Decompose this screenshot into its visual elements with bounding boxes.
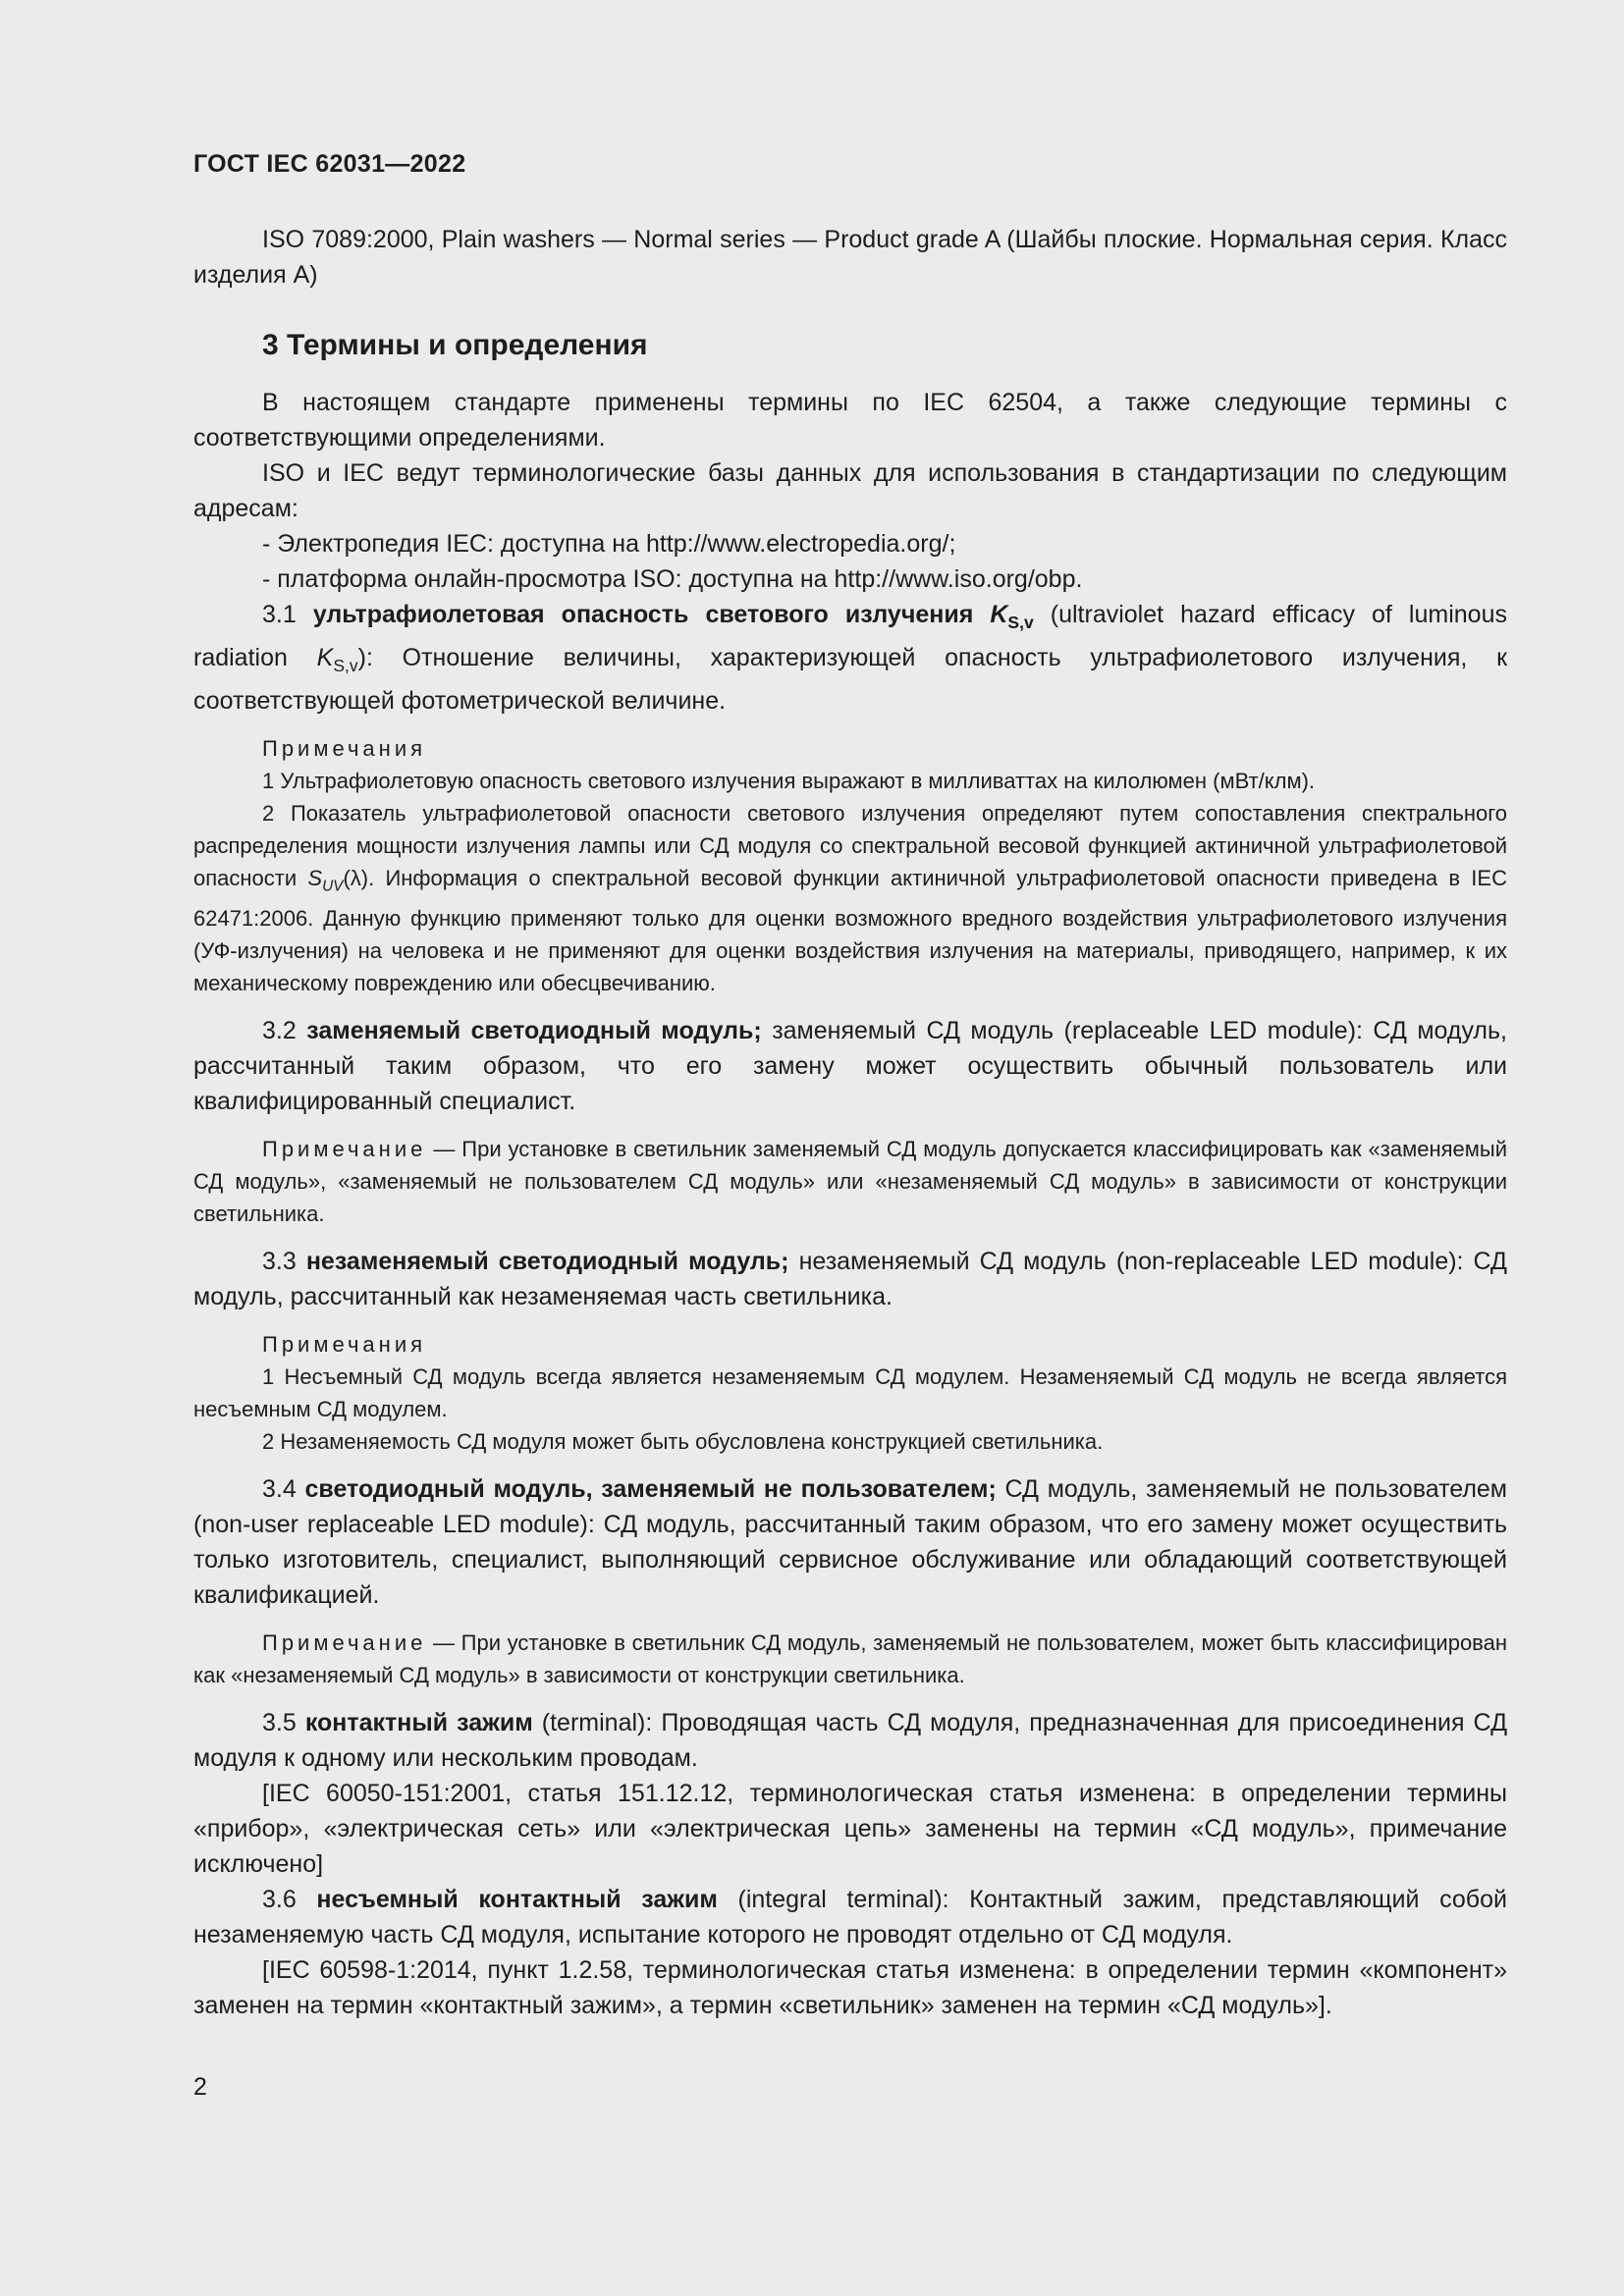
- term-3-3: [193, 1244, 1507, 1314]
- term-3-2: [193, 1013, 1507, 1119]
- term-number: 3.2: [262, 1017, 297, 1045]
- term-source: [IEC 60598-1:2014, пункт 1.2.58, терминологическая статья изменена: в определении термин «компонент» заменен на термин «контактный зажим», а термин «светильник» заменен на термин «СД модуль»].: [193, 1956, 1507, 2020]
- term-english-close: ):: [357, 644, 373, 671]
- note-3-2: [193, 1133, 1507, 1230]
- section-title: 3 Термины и определения: [262, 329, 648, 361]
- note-item: [193, 1133, 1507, 1230]
- iso-reference: [193, 222, 1507, 293]
- intro-paragraph-1: В настоящем стандарте применены термины по IEC 62504, а также следующие термины с соответствующими определениями.: [193, 389, 1507, 452]
- note-item: [193, 1627, 1507, 1691]
- term-source: [IEC 60050-151:2001, статья 151.12.12, терминологическая статья изменена: в определении термины «прибор», «электрическая сеть» или «электрическая цепь» заменены на термин «СД модуль», примечание исключено]: [193, 1780, 1507, 1879]
- notes-heading: Примечания: [262, 736, 427, 761]
- term-paragraph: [193, 1471, 1507, 1613]
- term-title: светодиодный модуль, заменяемый не пользователем;: [304, 1475, 997, 1504]
- note-text: 2 Показатель ультрафиолетовой опасности светового излучения определяют путем сопоставления спектрального распределения мощности излучения лампы или СД модуля со спектральной весовой функцией актиничной ультрафиолетовой опасности: [193, 801, 1507, 890]
- term-definition: СД модуль, заменяемый не пользователем (non-user replaceable LED module): СД модуль, рассчитанный таким образом, что его замену может осуществить только изготовитель, специалист, выполняющий сервисное обслуживание или обладающий соответствующей квалификацией.: [193, 1475, 1507, 1610]
- note-symbol-subscript: UV: [322, 878, 344, 895]
- term-3-6: [193, 1882, 1507, 1952]
- note-text: Информация о спектральной весовой функции актиничной ультрафиолетовой опасности приведена в IEC 62471:2006. Данную функцию применяют только для оценки возможного вредного воздействия ультрафиолетового излучения (УФ-излучения) на человека и не применяют для оценки воздействия излучения на материалы, приводящего, например, к их механическому повреждению или обесцвечиванию.: [193, 866, 1507, 996]
- term-english: (ultraviolet hazard efficacy of luminous radiation: [193, 601, 1507, 671]
- notes-3-3: [193, 1328, 1507, 1458]
- term-definition: заменяемый СД модуль (replaceable LED module): СД модуль, рассчитанный таким образом, что его замену может осуществить обычный пользователь или квалифицированный специалист.: [193, 1017, 1507, 1116]
- term-symbol-inline-subscript: S,v: [333, 656, 358, 675]
- note-3-4: [193, 1627, 1507, 1691]
- page-content: [193, 222, 1507, 2023]
- term-number: 3.6: [262, 1886, 297, 1914]
- note-item: [193, 797, 1507, 999]
- note-symbol-arg: (λ).: [343, 866, 375, 890]
- term-title: несъемный контактный зажим: [316, 1886, 718, 1914]
- term-number: 3.4: [262, 1475, 297, 1504]
- terms-3-5-3-6: [193, 1705, 1507, 2023]
- term-3-5: [193, 1705, 1507, 1776]
- term-paragraph: [193, 1244, 1507, 1314]
- term-symbol: K: [990, 601, 1008, 628]
- note-text: — При установке в светильник заменяемый СД модуль допускается классифицировать как «заменяемый СД модуль», «заменяемый не пользователем СД модуль» или «незаменяемый СД модуль» в зависимости от конструкции светильника.: [193, 1137, 1507, 1227]
- intro-paragraph-2: ISO и IEC ведут терминологические базы данных для использования в стандартизации по следующим адресам:: [193, 459, 1507, 522]
- term-definition: (terminal): Проводящая часть СД модуля, предназначенная для присоединения СД модуля к одному или нескольким проводам.: [193, 1709, 1507, 1773]
- term-title: незаменяемый светодиодный модуль;: [305, 1248, 789, 1276]
- iso-reference-text: ISO 7089:2000, Plain washers — Normal series — Product grade A (Шайбы плоские. Нормальная серия. Класс изделия A): [193, 226, 1507, 289]
- term-number: 3.3: [262, 1248, 297, 1276]
- list-item: - платформа онлайн-просмотра ISO: доступна на http://www.iso.org/obp.: [262, 565, 1083, 593]
- term-title: заменяемый светодиодный модуль;: [306, 1017, 762, 1045]
- document-header: ГОСТ IEC 62031—2022: [193, 150, 466, 178]
- note-label: Примечание: [262, 1630, 427, 1656]
- notes-heading: Примечания: [262, 1332, 427, 1358]
- term-definition: (integral terminal): Контактный зажим, представляющий собой незаменяемую часть СД модуля, испытание которого не проводят отдельно от СД модуля.: [193, 1886, 1507, 1949]
- note-item: 2 Незаменяемость СД модуля может быть обусловлена конструкцией светильника.: [262, 1429, 1104, 1455]
- term-3-1: [193, 597, 1507, 719]
- note-label: Примечание: [262, 1137, 427, 1162]
- note-symbol: S: [307, 866, 323, 890]
- term-symbol-subscript: S,v: [1007, 613, 1034, 632]
- note-item: 1 Ультрафиолетовую опасность светового излучения выражают в милливаттах на килолюмен (мВт/клм).: [262, 769, 1316, 793]
- term-number: 3.5: [262, 1709, 297, 1737]
- term-definition: незаменяемый СД модуль (non-replaceable LED module): СД модуль, рассчитанный как незаменяемая часть светильника.: [193, 1248, 1507, 1311]
- note-item: 1 Несъемный СД модуль всегда является незаменяемым СД модулем. Незаменяемый СД модуль не всегда является несъемным СД модулем.: [193, 1364, 1507, 1422]
- term-number: 3.1: [262, 601, 297, 628]
- note-text: — При установке в светильник СД модуль, заменяемый не пользователем, может быть классифицирован как «незаменяемый СД модуль» в зависимости от конструкции светильника.: [193, 1630, 1507, 1688]
- term-title: ультрафиолетовая опасность светового излучения: [312, 601, 974, 628]
- section-intro: [193, 385, 1507, 719]
- term-paragraph: [193, 1013, 1507, 1119]
- term-definition: Отношение величины, характеризующей опасность ультрафиолетового излучения, к соответствующей фотометрической величине.: [193, 644, 1508, 715]
- list-item: - Электропедия IEC: доступна на http://www.electropedia.org/;: [262, 530, 956, 558]
- page-number: 2: [193, 2073, 207, 2101]
- term-title: контактный зажим: [304, 1709, 533, 1737]
- notes-3-1: [193, 732, 1507, 999]
- term-symbol-inline: K: [316, 644, 334, 671]
- term-3-4: [193, 1471, 1507, 1613]
